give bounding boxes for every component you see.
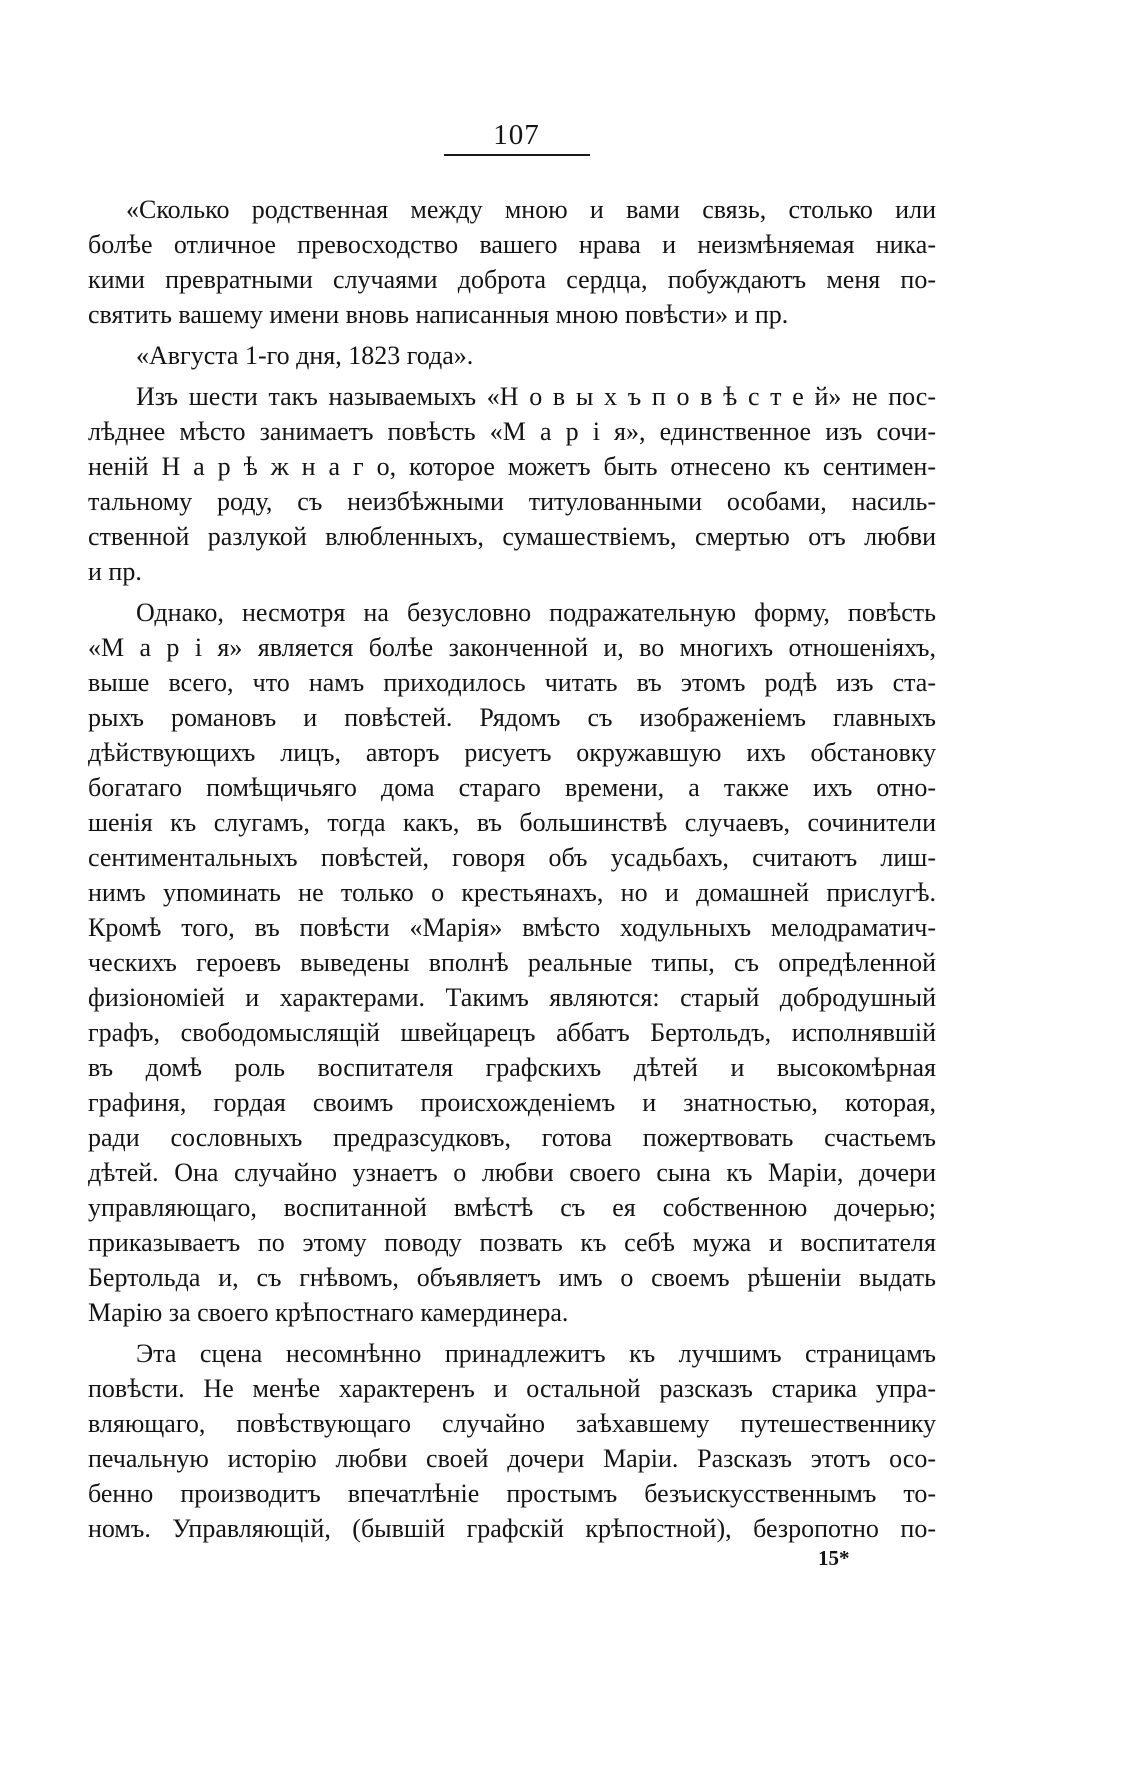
text-line: графиня, гордая своимъ происхожденіемъ и знатностью, которая, <box>88 1088 936 1117</box>
text-line: болѣе отличное превосходство вашего нрава и неизмѣняемая ника- <box>88 230 936 259</box>
text-line: Марію за своего крѣпостнаго камердинера. <box>88 1298 569 1327</box>
text-line: печальную исторію любви своей дочери Маріи. Разсказъ этотъ осо- <box>88 1444 936 1473</box>
text-line: Изъ шести такъ называемыхъ «Н о в ы х ъ п о в ѣ с т е й» не пос- <box>136 382 936 411</box>
signature-mark: 15* <box>818 1546 850 1570</box>
text-line: «Сколько родственная между мною и вами связь, столько или <box>126 195 936 224</box>
header-rule <box>444 154 590 156</box>
text-line: повѣсти. Не менѣе характеренъ и остальной разсказъ старика упра- <box>88 1374 936 1403</box>
text-line: ради сословныхъ предразсудковъ, готова пожертвовать счастьемъ <box>88 1123 936 1152</box>
text-line: лѣднее мѣсто занимаетъ повѣсть «М а р і я», единственное изъ сочи- <box>88 417 936 446</box>
text-line: «М а р і я» является болѣе законченной и, во многихъ отношеніяхъ, <box>88 633 936 662</box>
text-line: дѣйствующихъ лицъ, авторъ рисуетъ окружавшую ихъ обстановку <box>88 738 936 767</box>
text-line: неній Н а р ѣ ж н а г о, которое можетъ быть отнесено къ сентимен- <box>88 452 936 481</box>
text-line: графъ, свободомыслящій швейцарецъ аббатъ Бертольдъ, исполнявшій <box>88 1018 936 1047</box>
text-line: выше всего, что намъ приходилось читать въ этомъ родѣ изъ ста- <box>88 668 936 697</box>
text-line: бенно производитъ впечатлѣніе простымъ безъискусственнымъ то- <box>88 1479 936 1508</box>
text-line: сентиментальныхъ повѣстей, говоря объ усадьбахъ, считаютъ лиш- <box>88 843 936 872</box>
text-line: святить вашему имени вновь написанныя мною повѣсти» и пр. <box>88 300 789 329</box>
text-line: кими превратными случаями доброта сердца, побуждаютъ меня по- <box>88 265 936 294</box>
text-line: номъ. Управляющій, (бывшій графскій крѣпостной), безропотно по- <box>88 1514 936 1543</box>
text-line: вляющаго, повѣствующаго случайно заѣхавшему путешественнику <box>88 1409 936 1438</box>
text-line: тальному роду, съ неизбѣжными титулованными особами, насиль- <box>88 487 936 516</box>
text-line: Однако, несмотря на безусловно подражательную форму, повѣсть <box>136 598 936 627</box>
paragraph-date <box>88 338 936 373</box>
text-line: нимъ упоминать не только о крестьянахъ, но и домашней прислугѣ. <box>88 878 936 907</box>
text-line: «Августа 1-го дня, 1823 года». <box>136 341 474 370</box>
text-line: дѣтей. Она случайно узнаетъ о любви своего сына къ Маріи, дочери <box>88 1158 936 1187</box>
text-line: ственной разлукой влюбленныхъ, сумашествіемъ, смертью отъ любви <box>88 522 936 551</box>
text-line: и пр. <box>88 557 142 586</box>
text-line: приказываетъ по этому поводу позвать къ себѣ мужа и воспитателя <box>88 1228 936 1257</box>
page-number: 107 <box>493 119 540 151</box>
text-line: шенія къ слугамъ, тогда какъ, въ большинствѣ случаевъ, сочинители <box>88 808 936 837</box>
paragraph-maria <box>88 595 936 1330</box>
text-line: физіономіей и характерами. Такимъ являются: старый добродушный <box>88 983 936 1012</box>
text-line: Эта сцена несомнѣнно принадлежитъ къ лучшимъ страницамъ <box>136 1339 936 1368</box>
text-line: Бертольда и, съ гнѣвомъ, объявляетъ имъ о своемъ рѣшеніи выдать <box>88 1263 936 1292</box>
text-line: рыхъ романовъ и повѣстей. Рядомъ съ изображеніемъ главныхъ <box>88 703 936 732</box>
text-line: управляющаго, воспитанной вмѣстѣ съ ея собственною дочерью; <box>88 1193 936 1222</box>
paragraph-dedication <box>88 192 936 332</box>
text-line: ческихъ героевъ выведены вполнѣ реальные типы, съ опредѣленной <box>88 948 936 977</box>
paragraph-scene <box>88 1336 936 1546</box>
text-line: Кромѣ того, въ повѣсти «Марія» вмѣсто ходульныхъ мелодраматич- <box>88 913 936 942</box>
text-line: въ домѣ роль воспитателя графскихъ дѣтей и высокомѣрная <box>88 1053 936 1082</box>
body-text <box>88 192 936 1546</box>
paragraph-novels <box>88 379 936 589</box>
text-line: богатаго помѣщичьяго дома стараго времени, а также ихъ отно- <box>88 773 936 802</box>
